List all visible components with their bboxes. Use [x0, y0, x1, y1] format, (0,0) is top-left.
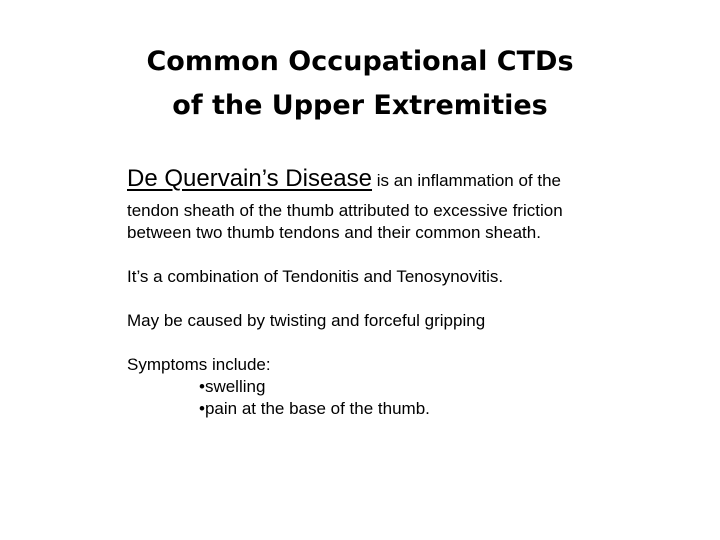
symptom-item-swelling: •swelling	[199, 377, 266, 396]
title-line-1: Common Occupational CTDs	[146, 46, 574, 77]
slide-title	[0, 40, 720, 128]
definition-line-2: tendon sheath of the thumb attributed to excessive friction	[127, 201, 563, 220]
combination-text: It’s a combination of Tendonitis and Tenosynovitis.	[127, 267, 504, 286]
definition-first-line-rest: is an inflammation of the	[372, 171, 561, 190]
title-line-2: of the Upper Extremities	[172, 90, 548, 121]
definition-line-3: between two thumb tendons and their common sheath.	[127, 223, 541, 242]
definition-first-line	[127, 165, 687, 192]
symptom-list	[127, 376, 687, 420]
symptom-item-pain: •pain at the base of the thumb.	[199, 399, 430, 418]
symptoms-heading: Symptoms include:	[127, 355, 271, 374]
cause-text: May be caused by twisting and forceful gripping	[127, 311, 486, 330]
disease-term: De Quervain’s Disease	[127, 165, 373, 192]
slide-body	[127, 165, 687, 420]
